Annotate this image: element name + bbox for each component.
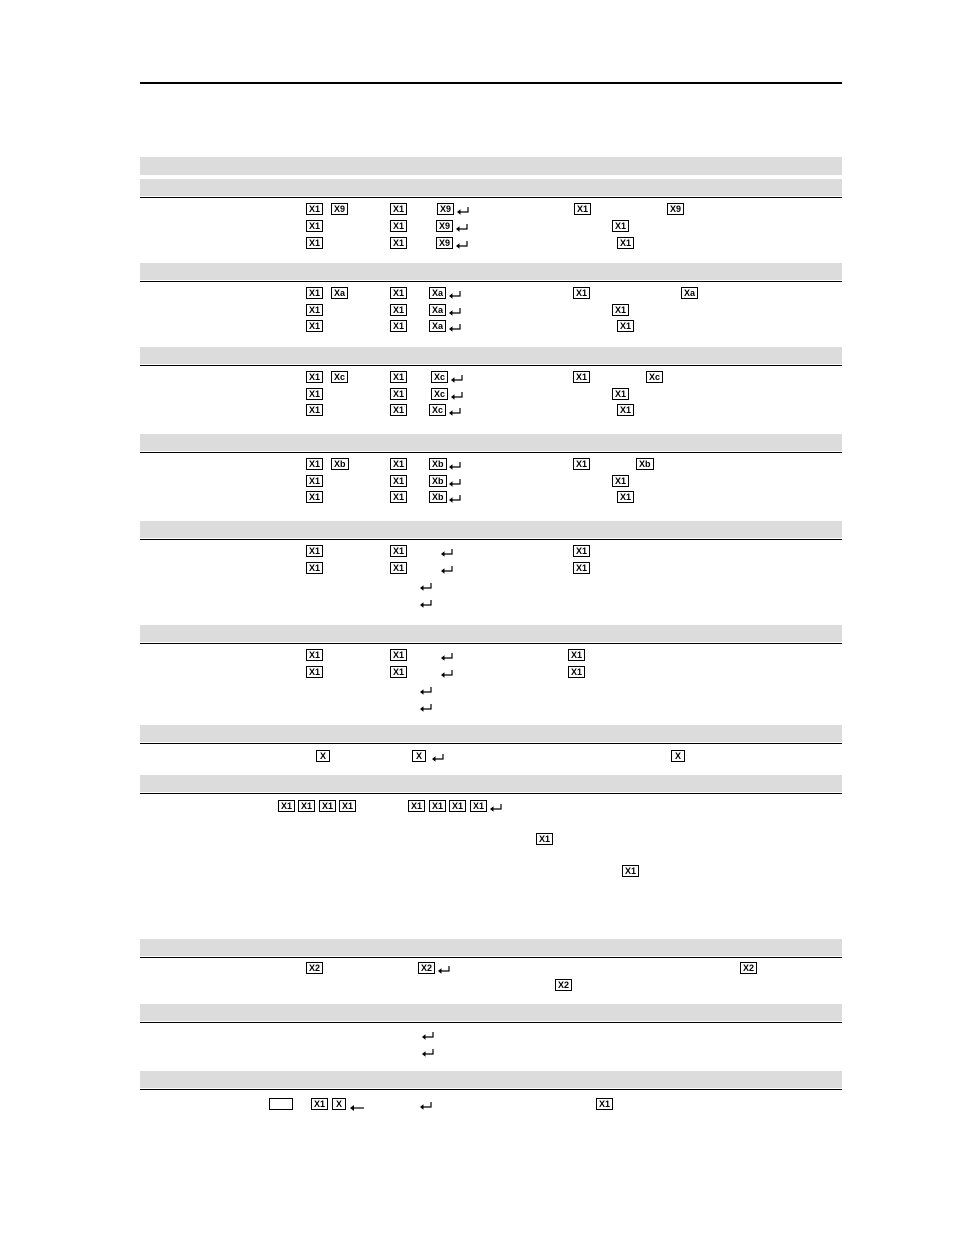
key-x1: X1 <box>278 800 295 812</box>
enter-key-icon <box>438 966 450 975</box>
key-x1: X1 <box>306 237 323 249</box>
key-xc: Xc <box>431 388 448 400</box>
section-divider <box>140 793 842 794</box>
key-x1: X1 <box>298 800 315 812</box>
key-x1: X1 <box>390 320 407 332</box>
section-bar <box>140 434 842 451</box>
enter-key-icon <box>449 408 461 417</box>
key-x1: X1 <box>622 865 639 877</box>
key-xb: Xb <box>429 458 447 470</box>
header-divider <box>140 197 842 198</box>
key-x1: X1 <box>390 475 407 487</box>
key-x1: X1 <box>306 491 323 503</box>
section-bar <box>140 347 842 364</box>
key-x1: X1 <box>306 371 323 383</box>
key-xc: Xc <box>431 371 448 383</box>
key-x1: X1 <box>390 649 407 661</box>
key-xa: Xa <box>331 287 348 299</box>
key-x1: X1 <box>306 304 323 316</box>
key-x: X <box>671 750 685 762</box>
key-xb: Xb <box>429 475 447 487</box>
key-x1: X1 <box>306 287 323 299</box>
key-x1: X1 <box>390 545 407 557</box>
key-x1: X1 <box>306 220 323 232</box>
enter-key-icon <box>420 704 432 713</box>
enter-key-icon <box>420 687 432 696</box>
key-blank <box>269 1098 293 1110</box>
enter-key-icon <box>451 392 463 401</box>
key-x1: X1 <box>617 320 634 332</box>
section-divider <box>140 743 842 744</box>
key-xa: Xa <box>429 320 446 332</box>
enter-key-icon <box>441 670 453 679</box>
key-x1: X1 <box>449 800 466 812</box>
key-xc: Xc <box>331 371 348 383</box>
left-arrow-icon <box>350 1104 364 1112</box>
key-x1: X1 <box>612 475 629 487</box>
key-xb: Xb <box>331 458 349 470</box>
key-x: X <box>316 750 330 762</box>
key-x1: X1 <box>306 562 323 574</box>
key-x9: X9 <box>437 203 454 215</box>
enter-key-icon <box>420 1102 432 1111</box>
section-divider <box>140 452 842 453</box>
enter-key-icon <box>432 754 444 763</box>
key-xa: Xa <box>681 287 698 299</box>
section-divider <box>140 643 842 644</box>
key-x1: X1 <box>573 562 590 574</box>
key-xa: Xa <box>429 287 446 299</box>
section-bar <box>140 1004 842 1021</box>
key-x: X <box>332 1098 346 1110</box>
section-bar <box>140 939 842 956</box>
key-x1: X1 <box>470 800 487 812</box>
section-bar <box>140 263 842 280</box>
enter-key-icon <box>449 291 461 300</box>
key-x1: X1 <box>306 458 323 470</box>
enter-key-icon <box>449 324 461 333</box>
enter-key-icon <box>456 241 468 250</box>
key-x9: X9 <box>436 237 453 249</box>
key-x1: X1 <box>612 388 629 400</box>
key-x1: X1 <box>568 666 585 678</box>
key-x1: X1 <box>390 562 407 574</box>
key-x1: X1 <box>573 545 590 557</box>
enter-key-icon <box>420 600 432 609</box>
key-x1: X1 <box>390 666 407 678</box>
section-divider <box>140 365 842 366</box>
enter-key-icon <box>490 804 502 813</box>
key-x1: X1 <box>306 203 323 215</box>
key-x1: X1 <box>573 371 590 383</box>
key-x1: X1 <box>311 1098 328 1110</box>
enter-key-icon <box>449 308 461 317</box>
key-x1: X1 <box>390 203 407 215</box>
section-bar <box>140 725 842 742</box>
table-header-bar <box>140 179 842 196</box>
section-divider <box>140 1089 842 1090</box>
key-x1: X1 <box>612 304 629 316</box>
key-x1: X1 <box>612 220 629 232</box>
key-x1: X1 <box>339 800 356 812</box>
enter-key-icon <box>457 207 469 216</box>
section-divider <box>140 957 842 958</box>
key-x9: X9 <box>436 220 453 232</box>
key-x2: X2 <box>740 962 757 974</box>
key-x1: X1 <box>617 237 634 249</box>
key-x2: X2 <box>555 979 572 991</box>
enter-key-icon <box>449 462 461 471</box>
key-x2: X2 <box>418 962 435 974</box>
key-xa: Xa <box>429 304 446 316</box>
key-x1: X1 <box>390 458 407 470</box>
enter-key-icon <box>449 479 461 488</box>
key-xc: Xc <box>646 371 663 383</box>
key-x1: X1 <box>390 304 407 316</box>
section-divider <box>140 539 842 540</box>
key-x1: X1 <box>596 1098 613 1110</box>
key-xb: Xb <box>429 491 447 503</box>
key-x1: X1 <box>306 666 323 678</box>
key-x1: X1 <box>306 388 323 400</box>
key-x1: X1 <box>574 203 591 215</box>
enter-key-icon <box>420 583 432 592</box>
section-bar <box>140 521 842 538</box>
key-xc: Xc <box>429 404 446 416</box>
section-bar <box>140 1071 842 1088</box>
enter-key-icon <box>422 1049 434 1058</box>
key-xb: Xb <box>636 458 654 470</box>
key-x9: X9 <box>331 203 348 215</box>
key-x1: X1 <box>429 800 446 812</box>
key-x1: X1 <box>390 220 407 232</box>
key-x2: X2 <box>306 962 323 974</box>
enter-key-icon <box>451 375 463 384</box>
key-x1: X1 <box>408 800 425 812</box>
section-divider <box>140 281 842 282</box>
enter-key-icon <box>449 495 461 504</box>
enter-key-icon <box>441 566 453 575</box>
key-x1: X1 <box>568 649 585 661</box>
key-x: X <box>412 750 426 762</box>
table-title-bar <box>140 157 842 175</box>
top-rule <box>140 82 842 84</box>
key-x1: X1 <box>306 320 323 332</box>
section-bar <box>140 775 842 792</box>
key-x1: X1 <box>306 404 323 416</box>
key-x1: X1 <box>390 237 407 249</box>
enter-key-icon <box>456 224 468 233</box>
enter-key-icon <box>441 653 453 662</box>
key-x1: X1 <box>617 404 634 416</box>
enter-key-icon <box>441 549 453 558</box>
key-x9: X9 <box>667 203 684 215</box>
key-x1: X1 <box>306 545 323 557</box>
key-x1: X1 <box>390 404 407 416</box>
key-x1: X1 <box>390 491 407 503</box>
key-x1: X1 <box>573 287 590 299</box>
key-x1: X1 <box>319 800 336 812</box>
section-divider <box>140 1022 842 1023</box>
key-x1: X1 <box>536 833 553 845</box>
key-x1: X1 <box>617 491 634 503</box>
key-x1: X1 <box>306 475 323 487</box>
key-x1: X1 <box>306 649 323 661</box>
enter-key-icon <box>422 1032 434 1041</box>
key-x1: X1 <box>390 388 407 400</box>
section-bar <box>140 625 842 642</box>
key-x1: X1 <box>390 371 407 383</box>
key-x1: X1 <box>573 458 590 470</box>
key-x1: X1 <box>390 287 407 299</box>
